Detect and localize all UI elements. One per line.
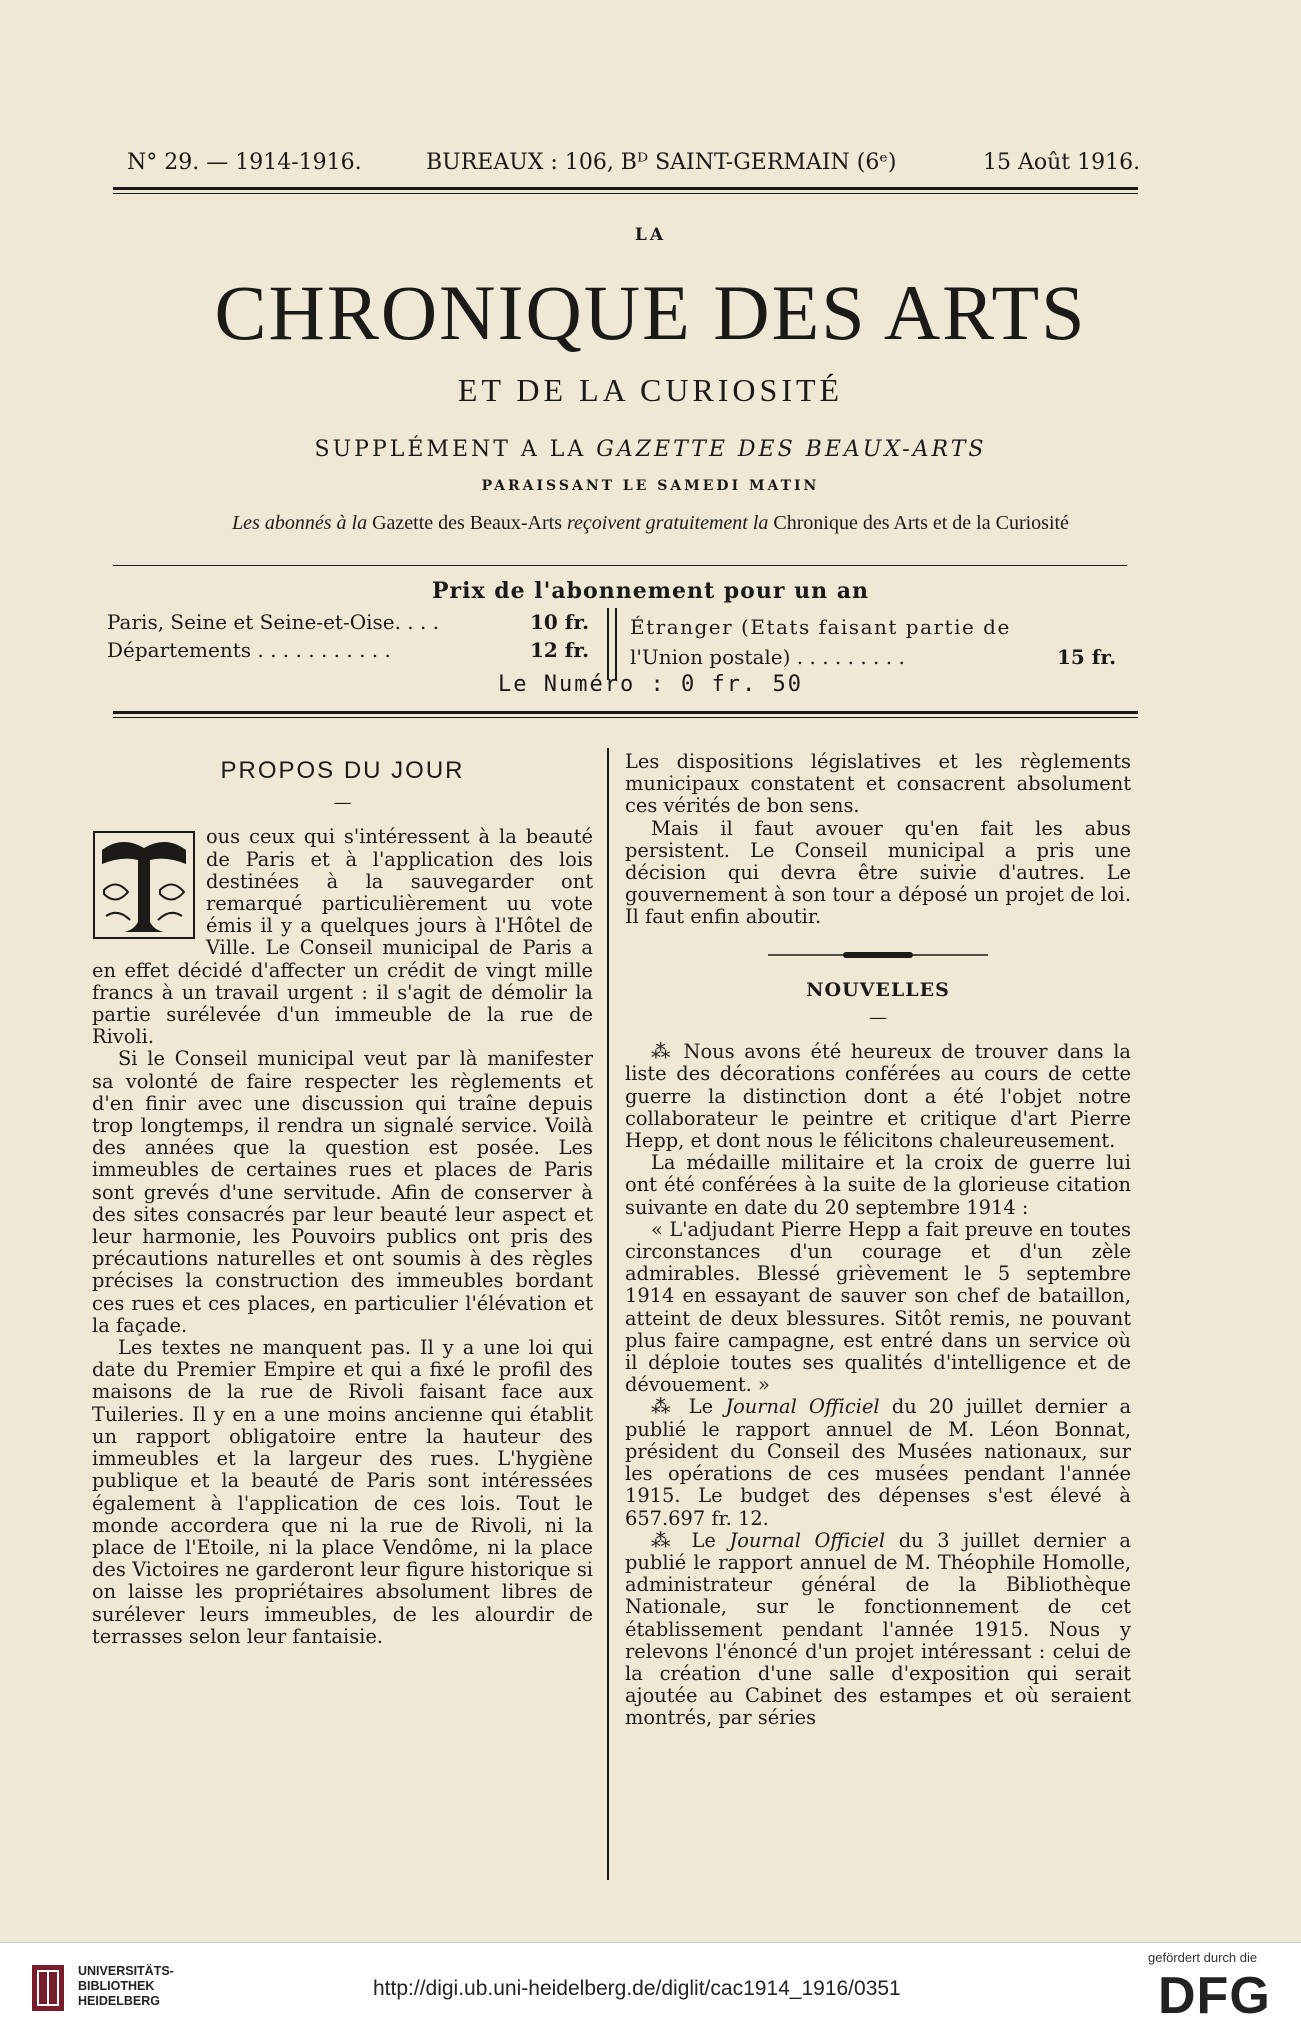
column-separator — [607, 748, 609, 1880]
issue-number: N° 29. — 1914-1916. — [127, 150, 362, 175]
n4-text: du 20 juillet dernier a publié le rapport annuel de M. Léon Bonnat, président du Conseil des Musées nationaux, sur les opérations de ces musées pendant l'année 1915. Le budget des dépenses s'est élevé à 657.697 fr. 12. — [625, 1395, 1132, 1530]
right-column — [625, 751, 1131, 1730]
nouvelle-homolle — [625, 1530, 1131, 1730]
funded-by-label: gefördert durch die — [1148, 1950, 1258, 1965]
supplement-gazette: GAZETTE DES BEAUX-ARTS — [596, 437, 987, 462]
abonnes-text-1: Les abonnés à la — [232, 512, 373, 534]
n5-journal: Journal Officiel — [729, 1528, 886, 1552]
departements-label: Départements . . . . . . . . . . . — [107, 638, 391, 662]
university-seal-icon — [30, 1963, 66, 2013]
nouvelle-medaille: La médaille militaire et la croix de guerre lui ont été conférées à la suite de la glorieuse citation suivante en date du 20 septembre 1914 : — [625, 1151, 1131, 1219]
etranger-price: 15 fr. — [1057, 645, 1117, 669]
right-paragraph-1: Les dispositions législatives et les règlements municipaux constatent et consacrent absolument ces vérités de bon sens. — [625, 750, 1131, 818]
abonnes-line — [0, 512, 1301, 535]
nouvelle-bonnat — [625, 1396, 1131, 1529]
propos-du-jour-column — [92, 757, 593, 1648]
propos-paragraph-2: Si le Conseil municipal veut par là manifester sa volonté de faire respecter les règlements et d'en finir avec une discussion qui traîne depuis trop longtemps, il rendra un signalé service. Voilà des années que la question est posée. Les immeubles de certaines rues et places de Paris sont grevés d'une servitude. Afin de conserver à des sites consacrés par leur beauté leur aspect et leur harmonie, les Pouvoirs publics ont pris des précautions naturelles et ont soumis à des règles précises la construction des immeubles bordant ces rues et ces places, en particulier l'élévation et la façade. — [92, 1047, 593, 1337]
etranger-label: Étranger (Etats faisant partie de — [630, 615, 1011, 639]
paris-price: 10 fr. — [530, 610, 590, 634]
supplement-prefix: SUPPLÉMENT A LA — [314, 437, 597, 462]
masthead-subtitle: ET DE LA CURIOSITÉ — [457, 372, 844, 408]
union-postale-label: l'Union postale) . . . . . . . . . — [630, 645, 905, 669]
numero-price: Le Numéro : 0 fr. 50 — [498, 672, 803, 697]
nouvelles-dash: — — [869, 1007, 887, 1029]
abonnes-text-3: reçoivent gratuitement la — [566, 512, 774, 534]
propos-paragraph-1: ous ceux qui s'intéressent à la beauté de Paris et à l'application des lois destinées à la sauvegarder ont remarqué particulièrement uu vote émis il y a quelques jours à l'Hôtel de Ville. Le Conseil municipal de Paris a en effet décidé d'affecter un crédit de vingt mille francs à un travail urgent : il s'agit de démolir la partie surélevée d'un immeuble de la rue de Rivoli. — [92, 825, 593, 1049]
abonnement-rule — [113, 711, 1138, 718]
parution-line: PARAISSANT LE SAMEDI MATIN — [481, 478, 820, 494]
departements-price: 12 fr. — [530, 638, 590, 662]
nouvelle-citation: « L'adjudant Pierre Hepp a fait preuve en toutes circonstances d'un courage et d'un zèle admirables. Blessé grièvement le 5 septembre 1914 en essayant de sauver son chef de bataillon, atteint de deux blessures. Sitôt remis, ne pouvant plus faire campagne, est entré dans un service où il déploie toutes ses qualités d'intelligence et de dévouement. » — [625, 1217, 1131, 1397]
propos-heading: PROPOS DU JOUR — [220, 757, 465, 784]
right-paragraph-2: Mais il faut avouer qu'en fait les abus persistent. Le Conseil municipal a pris une décision qui devra être suivie d'autres. Le gouvernement à son tour a déposé un projet de loi. Il faut enfin aboutir. — [625, 816, 1131, 929]
supplement-line — [0, 437, 1301, 462]
masthead-la: LA — [634, 225, 667, 245]
university-library-name: UNIVERSITÄTS- BIBLIOTHEK HEIDELBERG — [78, 1964, 174, 2008]
dfg-logo: DFG — [1158, 1967, 1271, 2025]
nouvelles-heading: NOUVELLES — [806, 978, 950, 1001]
section-ornament — [625, 943, 1131, 965]
n4-journal: Journal Officiel — [725, 1395, 880, 1419]
header-rule — [113, 187, 1138, 194]
permalink-url[interactable]: http://digi.ub.uni-heidelberg.de/diglit/cac1914_1916/0351 — [373, 1977, 901, 2000]
ornament-rule-icon — [768, 950, 988, 960]
abonnement-title: Prix de l'abonnement pour un an — [432, 578, 869, 604]
nouvelle-hepp: ⁂ Nous avons été heureux de trouver dans la liste des décorations conférées au cours de cette guerre la distinction dont a été l'objet notre collaborateur le peintre et critique d'art Pierre Hepp, et dont nous le félicitons chaleureusement. — [625, 1040, 1131, 1153]
propos-paragraph-3: Les textes ne manquent pas. Il y a une loi qui date du Premier Empire et qui a fixé le profil des maisons de la rue de Rivoli faisant face aux Tuileries. Il y en a une moins ancienne qui établit un rapport obligatoire entre la hauteur des immeubles et la largeur des rues. L'hygiène publique et la beauté de Paris sont intéressées également à l'application de ces lois. Tout le monde accordera que ni la rue de Rivoli, ni la place de l'Etoile, ni la place Vendôme, ni la place des Victoires ne garderont leur figure historique si on laisse les propriétaires absolument libres de surélever leurs immeubles, de les alourdir de terrasses selon leur fantaisie. — [92, 1336, 593, 1648]
abonnes-text-4: Chronique des Arts et de la Curiosité — [773, 512, 1069, 534]
masthead-title: CHRONIQUE DES ARTS — [214, 269, 1087, 356]
n5-prefix: ⁂ Le — [651, 1528, 730, 1552]
masthead-rule — [113, 565, 1127, 566]
ornate-dropcap-t-icon — [92, 830, 196, 940]
issue-date: 15 Août 1916. — [983, 150, 1141, 175]
n4-prefix: ⁂ Le — [651, 1395, 726, 1419]
bureaux-address: BUREAUX : 106, Bᴰ SAINT-GERMAIN (6ᵉ) — [426, 150, 897, 175]
issue-header — [113, 150, 1141, 180]
propos-dash: — — [333, 792, 352, 814]
n5-text: du 3 juillet dernier a publié le rapport annuel de M. Théophile Homolle, administrateur général de la Bibliothèque Nationale, sur le fonctionnement de cet établissement pendant l'année 1915. Nous y relevons l'énoncé d'un projet intéressant : celui de la création d'une salle d'exposition qui serait ajoutée au Cabinet des estampes et où seraient montrés, par séries — [625, 1528, 1131, 1730]
abonnes-text-2: Gazette des Beaux-Arts — [372, 512, 567, 534]
abonnement-divider — [607, 608, 617, 680]
paris-label: Paris, Seine et Seine-et-Oise. . . . — [107, 610, 440, 634]
